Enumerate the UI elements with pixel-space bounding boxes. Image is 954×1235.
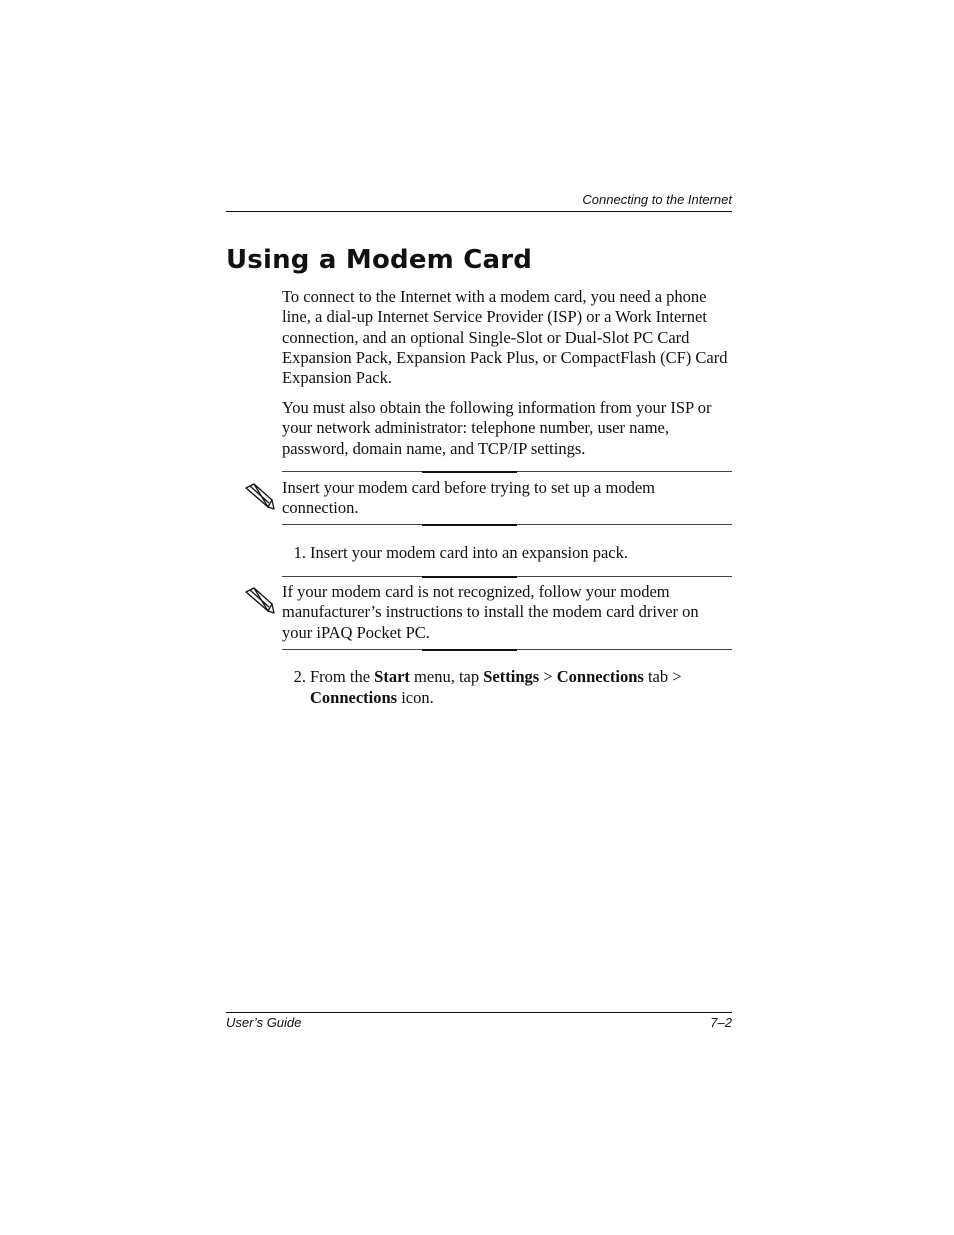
requirements-paragraph: You must also obtain the following information from your ISP or your network administrator: telephone number, user name, password, domain name, and TCP/IP settings.	[282, 398, 712, 458]
running-header: Connecting to the Internet	[582, 192, 732, 207]
step-number: 1.	[293, 543, 306, 562]
footer-guide-title: User’s Guide	[226, 1015, 302, 1030]
note-pencil-icon	[243, 586, 275, 614]
note-text: Insert your modem card before trying to set up a modem connection.	[282, 478, 655, 518]
note-rule-bottom	[282, 524, 732, 525]
note-rule-top	[282, 471, 732, 472]
step-text: From the Start menu, tap Settings > Connections tab > Connections icon.	[310, 667, 682, 707]
header-rule	[226, 211, 732, 212]
note-rule-bottom	[282, 649, 732, 650]
step-text: Insert your modem card into an expansion pack.	[310, 543, 628, 562]
settings-term: Settings	[483, 667, 540, 686]
start-menu-term: Start	[374, 667, 410, 686]
connections-tab-term: Connections	[556, 667, 644, 686]
step-number: 2.	[293, 667, 306, 686]
footer-rule	[226, 1012, 732, 1013]
note-pencil-icon	[243, 482, 275, 510]
connections-icon-term: Connections	[310, 687, 398, 707]
intro-paragraph: To connect to the Internet with a modem card, you need a phone line, a dial-up Internet Service Provider (ISP) or a Work Internet connection, and an optional Single-Slot or Dual-Slot PC Card Expansion Pack, Expansion Pack Plus, or CompactFlash (CF) Card Expansion Pack.	[282, 287, 728, 388]
note-rule-top	[282, 576, 732, 577]
page-number: 7–2	[710, 1015, 732, 1030]
section-title: Using a Modem Card	[226, 245, 533, 275]
note-text: If your modem card is not recognized, follow your modem manufacturer’s instructions to install the modem card driver on your iPAQ Pocket PC.	[282, 582, 699, 642]
